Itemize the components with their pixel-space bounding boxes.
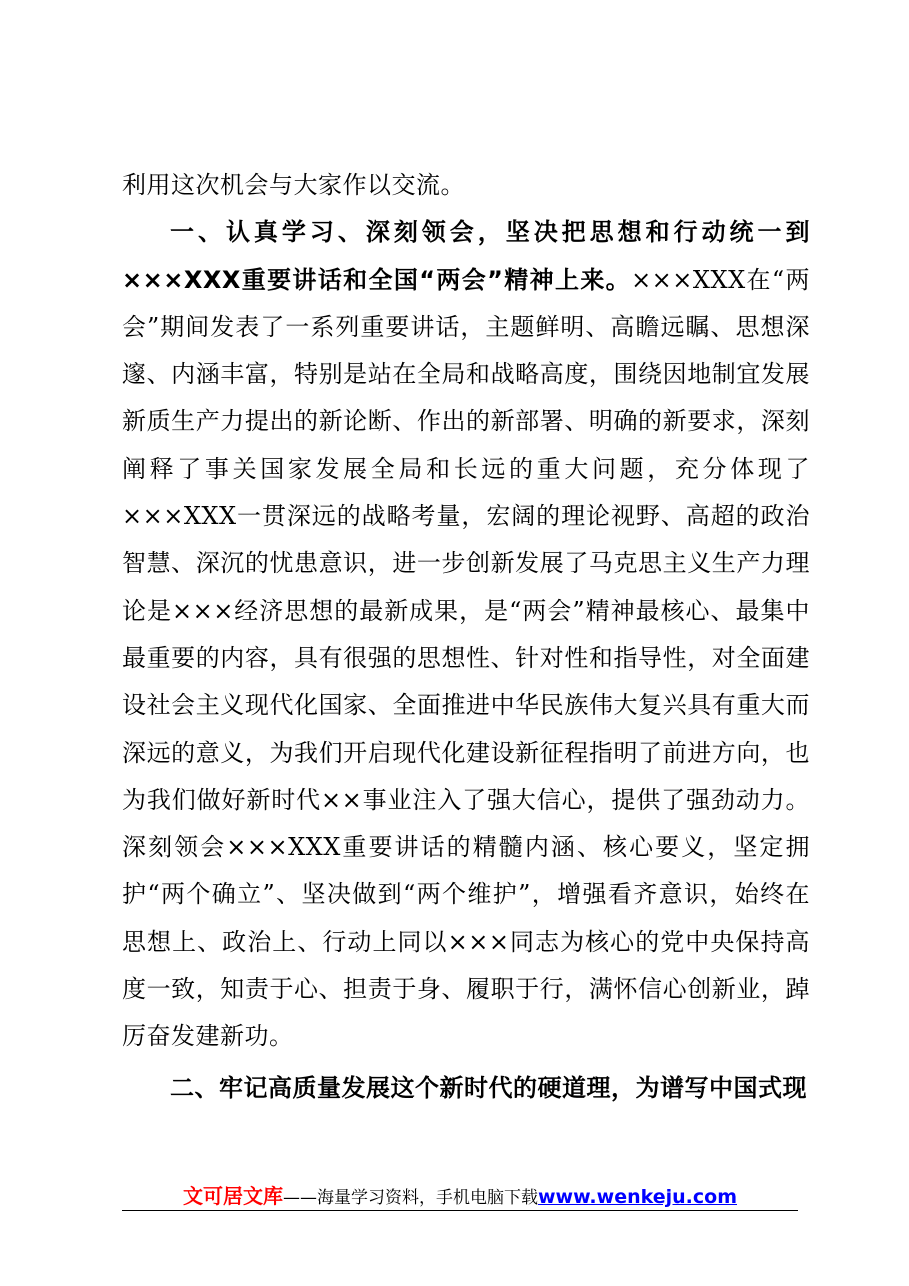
paragraph-list bbox=[122, 162, 810, 1061]
section-one-heading: 一、认真学习、深刻领会，坚决把思想和行动统一到×××XXX重要讲话和全国“两会”精神上来。 bbox=[122, 218, 810, 294]
paragraph bbox=[122, 162, 810, 209]
footer bbox=[122, 1180, 798, 1212]
section-two-heading: 二、牢记高质量发展这个新时代的硬道理，为谱写中国式现 bbox=[170, 1073, 807, 1102]
footer-divider bbox=[122, 1210, 798, 1211]
paragraph-text: ×××XXX在“两会”期间发表了一系列重要讲话，主题鲜明、高瞻远瞩、思想深邃、内涵丰富，特别是站在全局和战略高度，围绕因地制宜发展新质生产力提出的新论断、作出的新部署、明确的新要求，深刻阐释了事关国家发展全局和长远的重大问题，充分体现了×××XXX一贯深远的战略考量，宏阔的理论视野、高超的政治智慧、深沉的忧患意识，进一步创新发展了马克思主义生产力理论是×××经济思想的最新成果，是“两会”精神最核心、最集中最重要的内容，具有很强的思想性、针对性和指导性，对全面建设社会主义现代化国家、全面推进中华民族伟大复兴具有重大而深远的意义，为我们开启现代化建设新征程指明了前进方向，也为我们做好新时代××事业注入了强大信心，提供了强劲动力。深刻领会×××XXX重要讲话的精髓内涵、核心要义，坚定拥护“两个确立”、坚决做到“两个维护”，增强看齐意识，始终在思想上、政治上、行动上同以×××同志为核心的党中央保持高度一致，知责于心、担责于身、履职于行，满怀信心创新业，踔厉奋发建新功。 bbox=[122, 265, 811, 1051]
footer-website-link[interactable]: www.wenkeju.com bbox=[537, 1186, 737, 1208]
paragraph-text: 利用这次机会与大家作以交流。 bbox=[122, 171, 465, 199]
footer-tagline: ——海量学习资料，手机电脑下载 bbox=[282, 1188, 538, 1208]
footer-brand: 文可居文库 bbox=[182, 1184, 283, 1208]
paragraph bbox=[122, 209, 810, 1060]
document-body bbox=[122, 162, 810, 1112]
